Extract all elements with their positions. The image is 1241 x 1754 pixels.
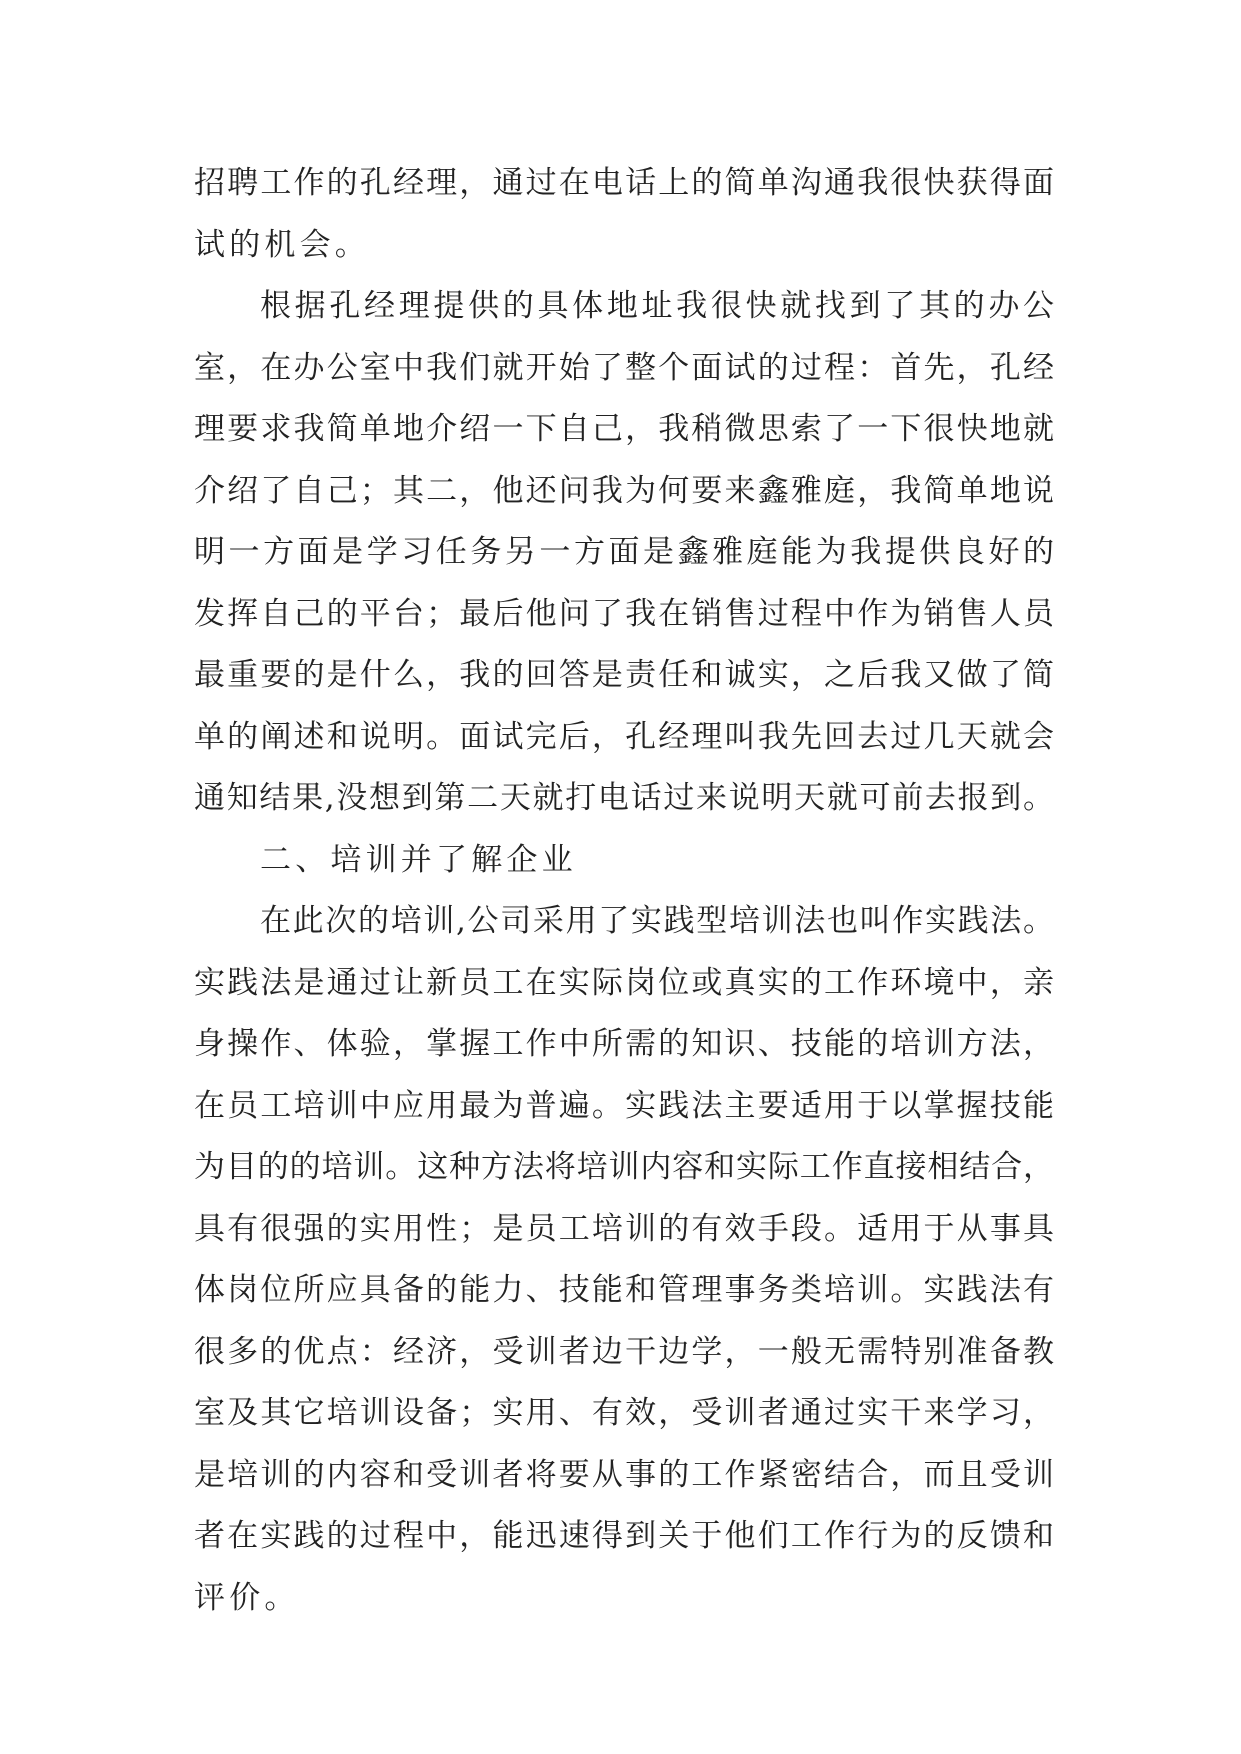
paragraph-line: 在员工培训中应用最为普遍。实践法主要适用于以掌握技能 — [194, 1087, 1054, 1124]
paragraph-line: 体岗位所应具备的能力、技能和管理事务类培训。实践法有 — [194, 1272, 1054, 1308]
paragraph-line: 通知结果,没想到第二天就打电话过来说明天就可前去报到。 — [194, 780, 1054, 816]
paragraph-line: 实践法是通过让新员工在实际岗位或真实的工作环境中，亲 — [194, 964, 1054, 1001]
paragraph-line: 在此次的培训,公司采用了实践型培训法也叫作实践法。 — [260, 903, 1054, 939]
document-body — [194, 153, 1054, 1629]
paragraph-line: 理要求我简单地介绍一下自己，我稍微思索了一下很快地就 — [194, 411, 1054, 447]
paragraph-line: 试的机会。 — [194, 226, 370, 263]
paragraph-line: 室及其它培训设备；实用、有效，受训者通过实干来学习， — [194, 1395, 1054, 1431]
paragraph-line: 明一方面是学习任务另一方面是鑫雅庭能为我提供良好的 — [194, 534, 1054, 570]
section-heading: 二、培训并了解企业 — [260, 841, 577, 878]
paragraph-line: 评价。 — [194, 1579, 300, 1616]
paragraph-line: 身操作、体验，掌握工作中所需的知识、技能的培训方法， — [194, 1026, 1054, 1062]
paragraph-line: 是培训的内容和受训者将要从事的工作紧密结合，而且受训 — [194, 1456, 1054, 1493]
paragraph-line: 发挥自己的平台；最后他问了我在销售过程中作为销售人员 — [194, 595, 1054, 632]
paragraph-line: 室，在办公室中我们就开始了整个面试的过程：首先，孔经 — [194, 349, 1054, 386]
paragraph-line: 招聘工作的孔经理，通过在电话上的简单沟通我很快获得面 — [194, 165, 1054, 201]
paragraph-line: 介绍了自己；其二，他还问我为何要来鑫雅庭，我简单地说 — [194, 472, 1054, 509]
paragraph-line: 很多的优点：经济，受训者边干边学，一般无需特别准备教 — [194, 1333, 1054, 1370]
paragraph-line: 者在实践的过程中，能迅速得到关于他们工作行为的反馈和 — [194, 1518, 1054, 1554]
paragraph-line: 根据孔经理提供的具体地址我很快就找到了其的办公 — [260, 288, 1054, 324]
paragraph-line: 具有很强的实用性；是员工培训的有效手段。适用于从事具 — [194, 1210, 1054, 1247]
paragraph-line: 单的阐述和说明。面试完后，孔经理叫我先回去过几天就会 — [194, 718, 1054, 755]
paragraph-line: 为目的的培训。这种方法将培训内容和实际工作直接相结合， — [194, 1149, 1054, 1185]
paragraph-line: 最重要的是什么，我的回答是责任和诚实，之后我又做了简 — [194, 657, 1054, 693]
